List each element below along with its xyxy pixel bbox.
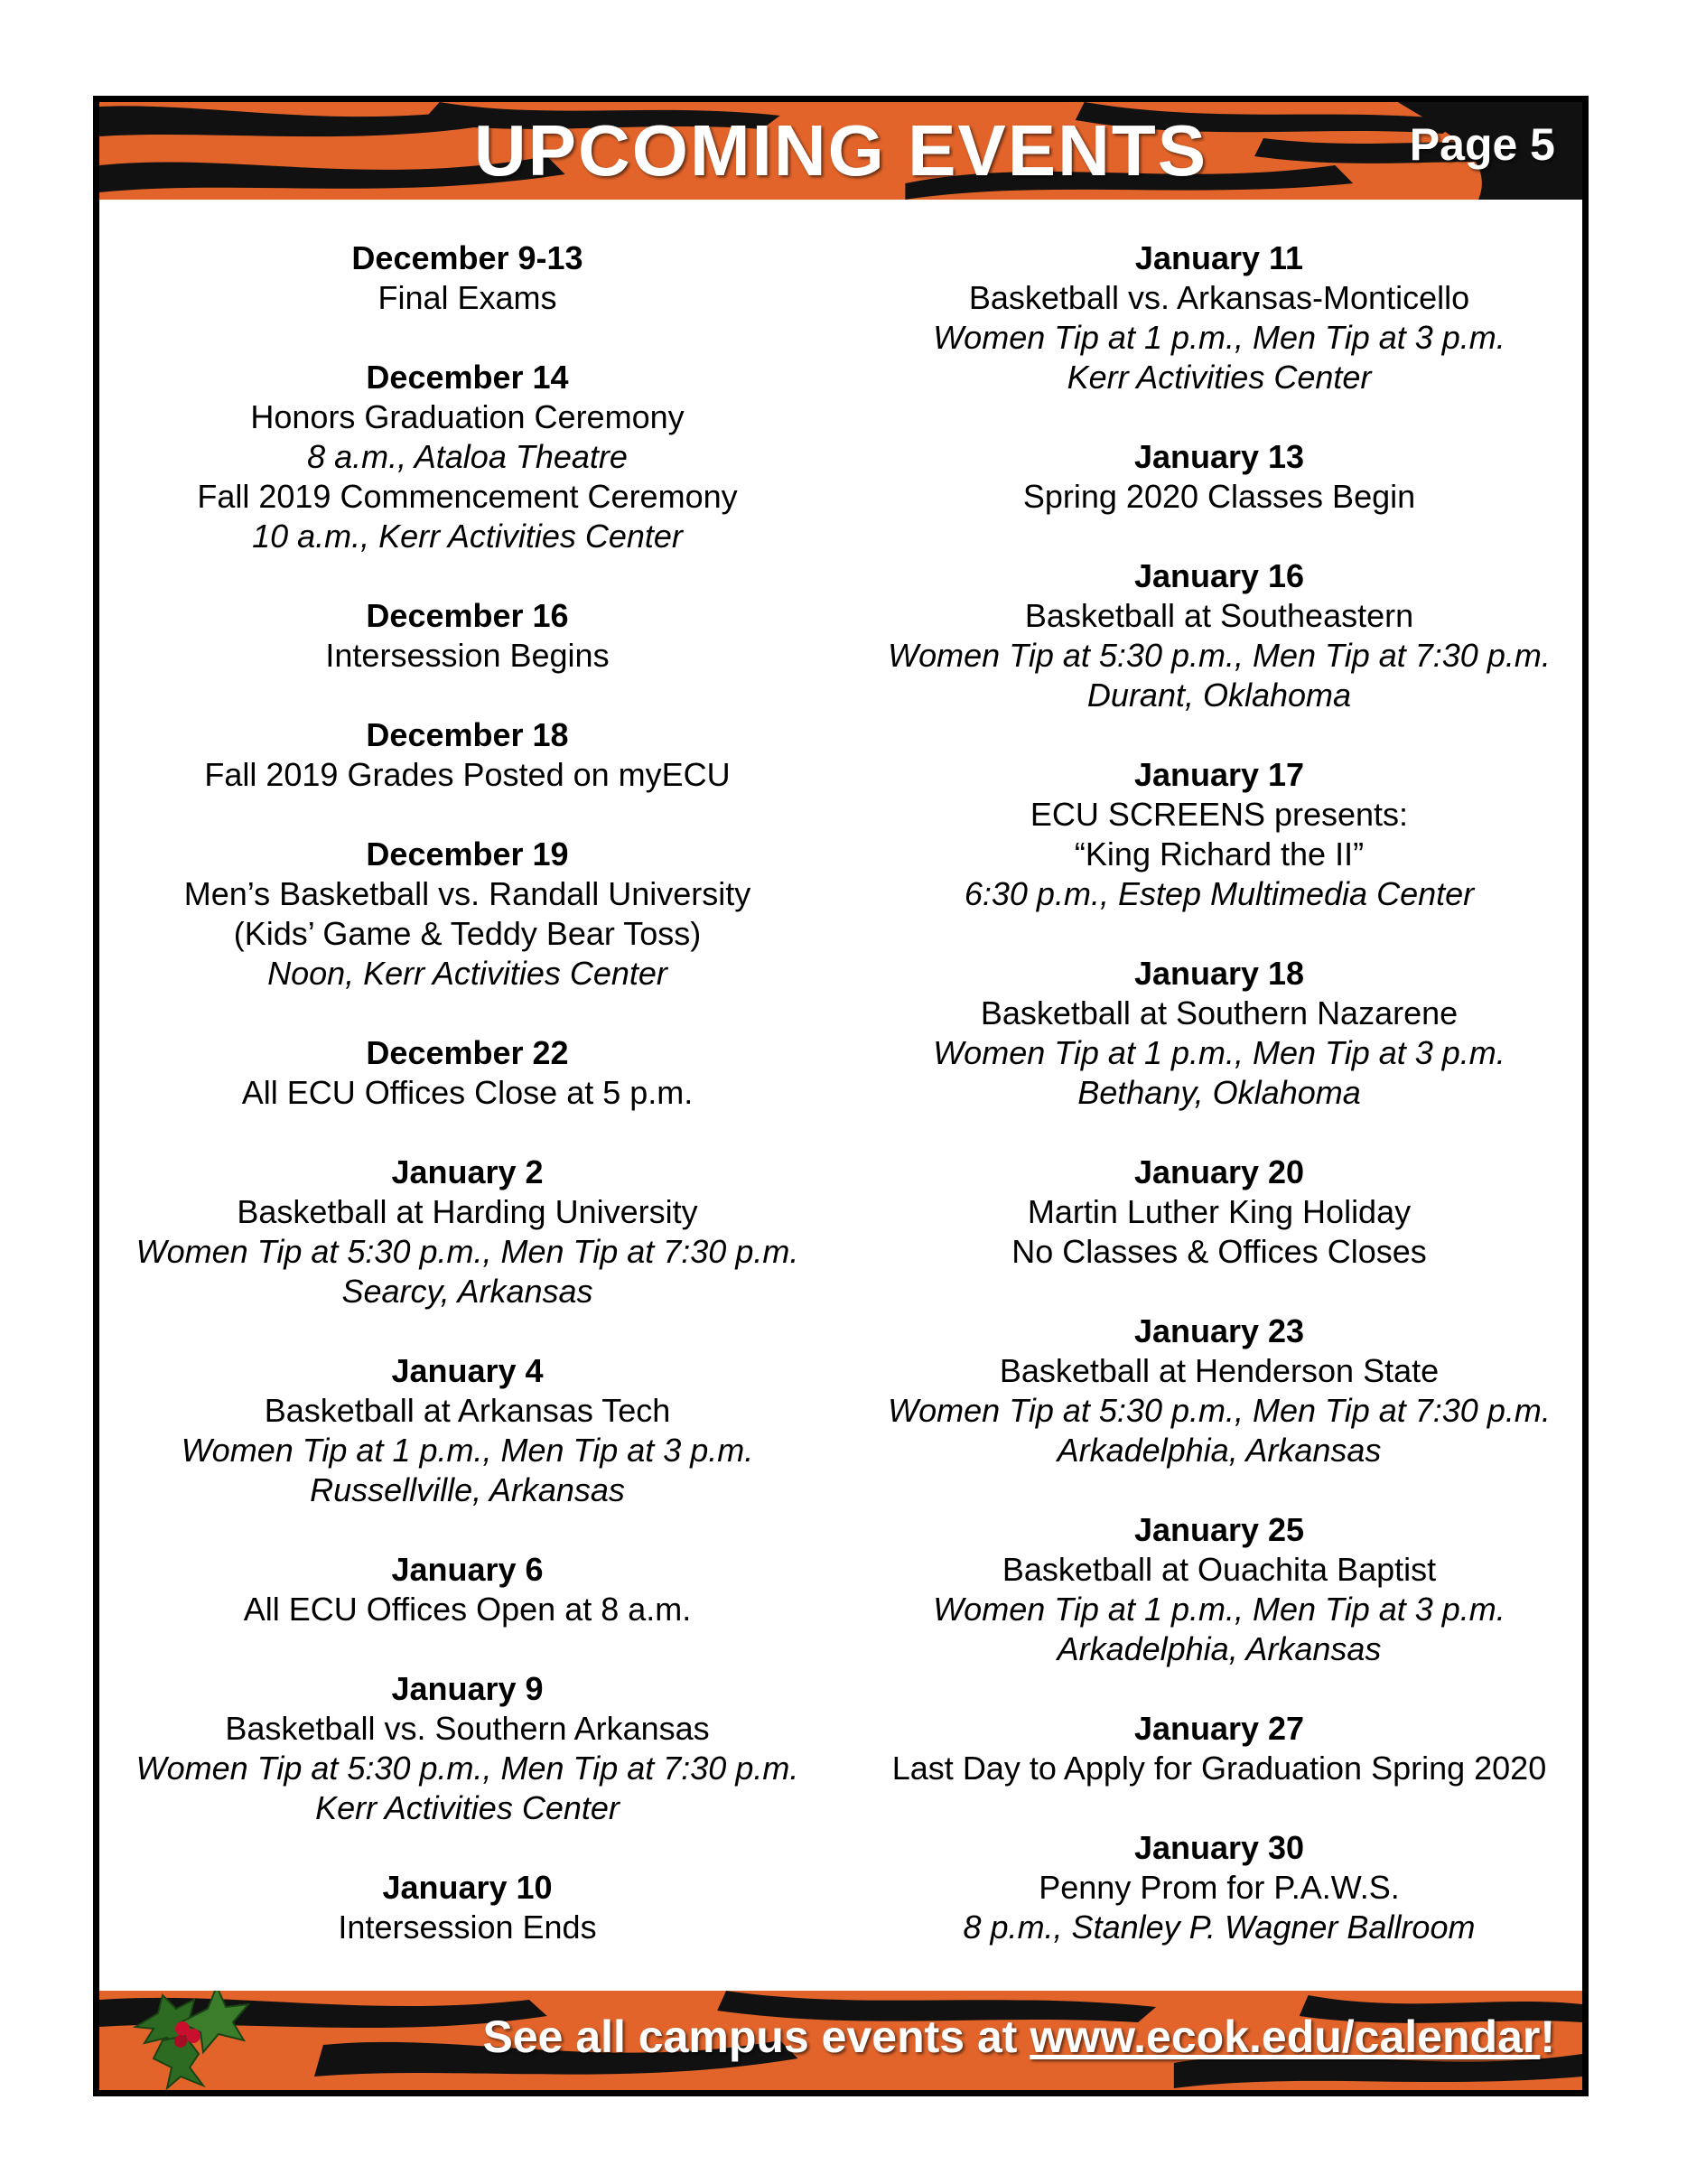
footer-banner — [99, 1991, 1582, 2090]
event-title: Spring 2020 Classes Begin — [1022, 478, 1416, 515]
event-detail: Women Tip at 5:30 p.m., Men Tip at 7:30 p.m. — [135, 1233, 799, 1270]
event-detail: Durant, Oklahoma — [1086, 677, 1352, 714]
event-item — [849, 1153, 1589, 1272]
event-item — [108, 835, 826, 994]
event-date: December 14 — [366, 359, 569, 396]
event-detail: 10 a.m., Kerr Activities Center — [252, 518, 683, 555]
event-date: December 18 — [366, 716, 569, 753]
event-item — [108, 1153, 826, 1311]
event-item — [108, 715, 826, 795]
event-title: Intersession Begins — [325, 637, 610, 674]
newsletter-page — [93, 96, 1589, 2096]
event-detail: Women Tip at 1 p.m., Men Tip at 3 p.m. — [933, 1034, 1505, 1071]
event-date: December 22 — [366, 1034, 569, 1071]
event-item — [108, 1669, 826, 1828]
event-item — [849, 1311, 1589, 1470]
event-detail: Women Tip at 5:30 p.m., Men Tip at 7:30 p.m. — [135, 1750, 799, 1787]
event-date: January 18 — [1133, 955, 1305, 992]
event-date: January 25 — [1133, 1511, 1305, 1548]
event-detail: Noon, Kerr Activities Center — [267, 955, 667, 992]
event-item — [108, 1033, 826, 1113]
event-title: All ECU Offices Open at 8 a.m. — [243, 1591, 692, 1628]
page-title: UPCOMING EVENTS — [473, 110, 1208, 191]
event-date: January 17 — [1133, 756, 1305, 793]
event-date: January 30 — [1133, 1829, 1305, 1866]
event-date: January 6 — [391, 1551, 544, 1588]
event-item — [108, 1550, 826, 1629]
event-date: January 23 — [1133, 1312, 1305, 1349]
event-title: Basketball at Southern Nazarene — [980, 994, 1459, 1031]
event-title: Penny Prom for P.A.W.S. — [1039, 1869, 1400, 1906]
event-title: Basketball at Ouachita Baptist — [1002, 1551, 1437, 1588]
holly-icon — [117, 1991, 253, 2090]
event-date: December 16 — [366, 597, 569, 634]
event-title: Fall 2019 Commencement Ceremony — [197, 478, 738, 515]
events-column-right — [849, 238, 1589, 1987]
event-detail: Kerr Activities Center — [315, 1789, 620, 1826]
event-detail: 8 a.m., Ataloa Theatre — [307, 438, 628, 475]
event-detail: Russellville, Arkansas — [310, 1471, 625, 1508]
footer-prefix: See all campus events at — [482, 2011, 1030, 2062]
events-column-left — [108, 238, 826, 1987]
event-item — [108, 596, 826, 676]
footer-callout — [482, 2011, 1555, 2063]
event-item — [849, 556, 1589, 715]
event-title: “King Richard the II” — [1074, 835, 1365, 873]
event-title: Basketball vs. Arkansas-Monticello — [968, 279, 1470, 316]
event-title: Last Day to Apply for Graduation Spring 2020 — [891, 1750, 1547, 1787]
event-title: Basketball vs. Southern Arkansas — [225, 1710, 710, 1747]
event-title: Fall 2019 Grades Posted on myECU — [204, 756, 731, 793]
event-date: January 20 — [1133, 1153, 1305, 1190]
event-detail: Searcy, Arkansas — [341, 1273, 593, 1310]
event-detail: Women Tip at 5:30 p.m., Men Tip at 7:30 p.m. — [888, 1392, 1551, 1429]
event-detail: 6:30 p.m., Estep Multimedia Center — [964, 875, 1475, 912]
event-date: January 9 — [391, 1670, 544, 1707]
event-title: All ECU Offices Close at 5 p.m. — [241, 1074, 694, 1111]
event-date: January 27 — [1133, 1710, 1305, 1747]
event-item — [108, 1351, 826, 1510]
event-item — [849, 1828, 1589, 1947]
event-date: January 16 — [1133, 557, 1305, 594]
event-item — [108, 238, 826, 318]
event-title: No Classes & Offices Closes — [1011, 1233, 1427, 1270]
event-item — [849, 954, 1589, 1113]
event-date: January 11 — [1134, 239, 1304, 276]
event-date: January 13 — [1133, 438, 1305, 475]
event-title: Basketball at Southeastern — [1024, 597, 1414, 634]
event-title: Honors Graduation Ceremony — [250, 398, 685, 435]
event-item — [849, 437, 1589, 517]
event-date: January 10 — [382, 1869, 553, 1906]
event-item — [849, 238, 1589, 397]
event-detail: Women Tip at 1 p.m., Men Tip at 3 p.m. — [181, 1432, 754, 1469]
event-date: December 9-13 — [351, 239, 583, 276]
event-title: Basketball at Harding University — [237, 1193, 698, 1230]
event-item — [849, 755, 1589, 914]
events-content — [99, 200, 1582, 1991]
event-title: Martin Luther King Holiday — [1027, 1193, 1412, 1230]
event-detail: Arkadelphia, Arkansas — [1057, 1630, 1382, 1667]
event-detail: 8 p.m., Stanley P. Wagner Ballroom — [963, 1909, 1476, 1946]
event-title: Basketball at Arkansas Tech — [264, 1392, 671, 1429]
event-detail: Arkadelphia, Arkansas — [1057, 1432, 1382, 1469]
event-detail: Women Tip at 1 p.m., Men Tip at 3 p.m. — [933, 1591, 1505, 1628]
event-date: December 19 — [366, 835, 569, 873]
event-title: Intersession Ends — [338, 1909, 597, 1946]
event-title: ECU SCREENS presents: — [1030, 796, 1409, 833]
event-title: Basketball at Henderson State — [999, 1352, 1440, 1389]
event-item — [108, 358, 826, 556]
calendar-link[interactable]: www.ecok.edu/calendar — [1030, 2011, 1541, 2062]
event-detail: Women Tip at 1 p.m., Men Tip at 3 p.m. — [933, 319, 1505, 356]
header-banner — [99, 102, 1582, 200]
event-detail: Women Tip at 5:30 p.m., Men Tip at 7:30 p.m. — [888, 637, 1551, 674]
event-item — [108, 1868, 826, 1947]
event-date: January 4 — [391, 1352, 544, 1389]
event-date: January 2 — [391, 1153, 544, 1190]
event-title: (Kids’ Game & Teddy Bear Toss) — [233, 915, 702, 952]
footer-suffix: ! — [1540, 2011, 1555, 2062]
event-title: Final Exams — [377, 279, 557, 316]
page-number: Page 5 — [1409, 119, 1555, 170]
event-title: Men’s Basketball vs. Randall University — [183, 875, 751, 912]
event-item — [849, 1709, 1589, 1788]
event-item — [849, 1510, 1589, 1669]
event-detail: Kerr Activities Center — [1067, 359, 1372, 396]
event-detail: Bethany, Oklahoma — [1077, 1074, 1361, 1111]
